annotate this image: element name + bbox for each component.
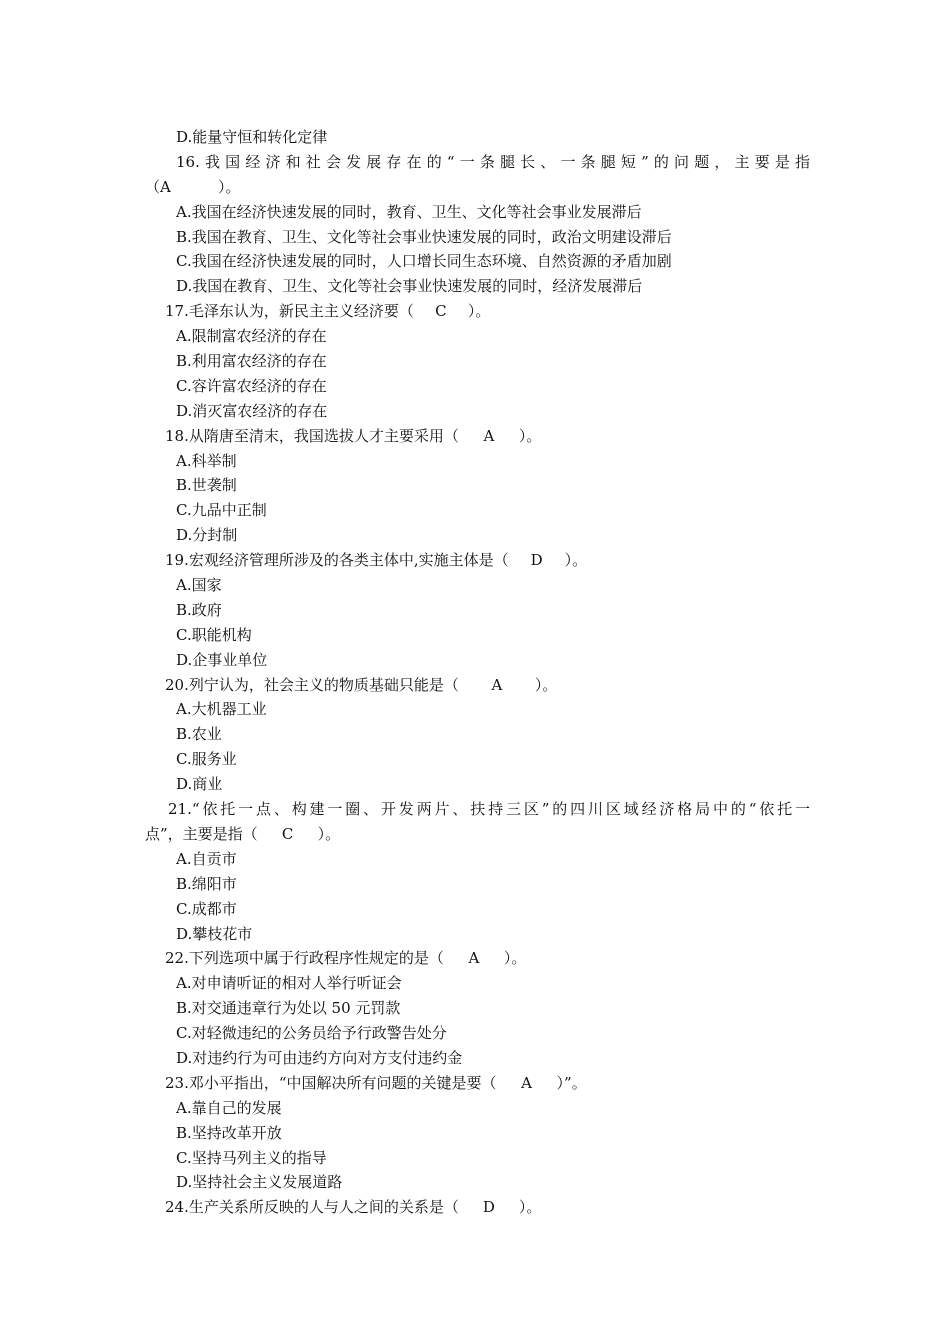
question-16-stem-line1: 16.我国经济和社会发展存在的“一条腿长、一条腿短”的问题，主要是指	[176, 152, 810, 171]
option-q16-a: A.我国在经济快速发展的同时，教育、卫生、文化等社会事业发展滞后	[176, 202, 642, 221]
answer-24: D	[482, 1198, 495, 1217]
option-q21-c: C.成都市	[176, 899, 237, 918]
option-q22-a: A.对申请听证的相对人举行听证会	[176, 974, 402, 993]
question-list	[145, 125, 810, 1220]
option-q16-b: B.我国在教育、卫生、文化等社会事业快速发展的同时，政治文明建设滞后	[176, 227, 672, 246]
option-q20-a: A.大机器工业	[176, 700, 267, 719]
answer-16: A	[160, 177, 171, 196]
option-q21-b: B.绵阳市	[176, 874, 237, 893]
question-21-stem-line2: 点”，主要是指（ C ）。	[145, 822, 810, 847]
option-q17-d: D.消灭富农经济的存在	[176, 401, 328, 420]
option-q16-d: D.我国在教育、卫生、文化等社会事业快速发展的同时，经济发展滞后	[176, 277, 643, 296]
option-q18-a: A.科举制	[176, 451, 237, 470]
question-17-stem: 17.毛泽东认为，新民主主义经济要（ C ）。	[145, 299, 810, 324]
option-q18-c: C.九品中正制	[176, 501, 267, 520]
answer-18: A	[483, 426, 495, 445]
answer-20: A	[491, 675, 503, 694]
option-q16-c: C.我国在经济快速发展的同时，人口增长同生态环境、自然资源的矛盾加剧	[176, 252, 672, 271]
option-q18-b: B.世袭制	[176, 476, 237, 495]
question-24-stem: 24.生产关系所反映的人与人之间的关系是（ D ）。	[145, 1195, 810, 1220]
question-16-stem-line2: （A ）。	[145, 175, 810, 200]
option-q22-d: D.对违约行为可由违约方向对方支付违约金	[176, 1048, 463, 1067]
option-q18-d: D.分封制	[176, 526, 238, 545]
question-23-stem: 23.邓小平指出，“中国解决所有问题的关键是要（ A ）”。	[145, 1071, 810, 1096]
answer-19: D	[530, 551, 543, 570]
option-q19-c: C.职能机构	[176, 625, 252, 644]
option-q17-b: B.利用富农经济的存在	[176, 352, 327, 371]
question-22-stem: 22.下列选项中属于行政程序性规定的是（ A ）。	[145, 946, 810, 971]
option-q23-d: D.坚持社会主义发展道路	[176, 1173, 343, 1192]
option-q23-c: C.坚持马列主义的指导	[176, 1148, 327, 1167]
question-19-stem: 19.宏观经济管理所涉及的各类主体中,实施主体是（ D ）。	[145, 548, 810, 573]
option-q22-b: B.对交通违章行为处以 50 元罚款	[176, 999, 401, 1018]
answer-23: A	[521, 1073, 532, 1092]
answer-21: C	[281, 824, 294, 843]
question-21-stem-line1: 21.“依托一点、构建一圈、开发两片、扶持三区”的四川区域经济格局中的“依托一	[168, 800, 810, 819]
option-q20-b: B.农业	[176, 725, 222, 744]
question-18-stem: 18.从隋唐至清末，我国选拔人才主要采用（ A ）。	[145, 424, 810, 449]
option-q20-c: C.服务业	[176, 750, 237, 769]
option-q23-b: B.坚持改革开放	[176, 1123, 282, 1142]
option-q17-a: A.限制富农经济的存在	[176, 327, 327, 346]
option-q15-d: D.能量守恒和转化定律	[176, 128, 328, 146]
option-q19-a: A.国家	[176, 576, 222, 595]
option-q19-b: B.政府	[176, 600, 222, 619]
answer-22: A	[468, 949, 480, 968]
option-q17-c: C.容许富农经济的存在	[176, 376, 327, 395]
option-q20-d: D.商业	[176, 775, 223, 794]
option-q22-c: C.对轻微违纪的公务员给予行政警告处分	[176, 1024, 447, 1043]
option-q23-a: A.靠自己的发展	[176, 1098, 282, 1117]
answer-17: C	[435, 302, 447, 321]
option-q21-a: A.自贡市	[176, 849, 237, 868]
option-q19-d: D.企事业单位	[176, 650, 268, 669]
question-20-stem: 20.列宁认为，社会主义的物质基础只能是（ A ）。	[145, 673, 810, 698]
option-q21-d: D.攀枝花市	[176, 924, 253, 943]
